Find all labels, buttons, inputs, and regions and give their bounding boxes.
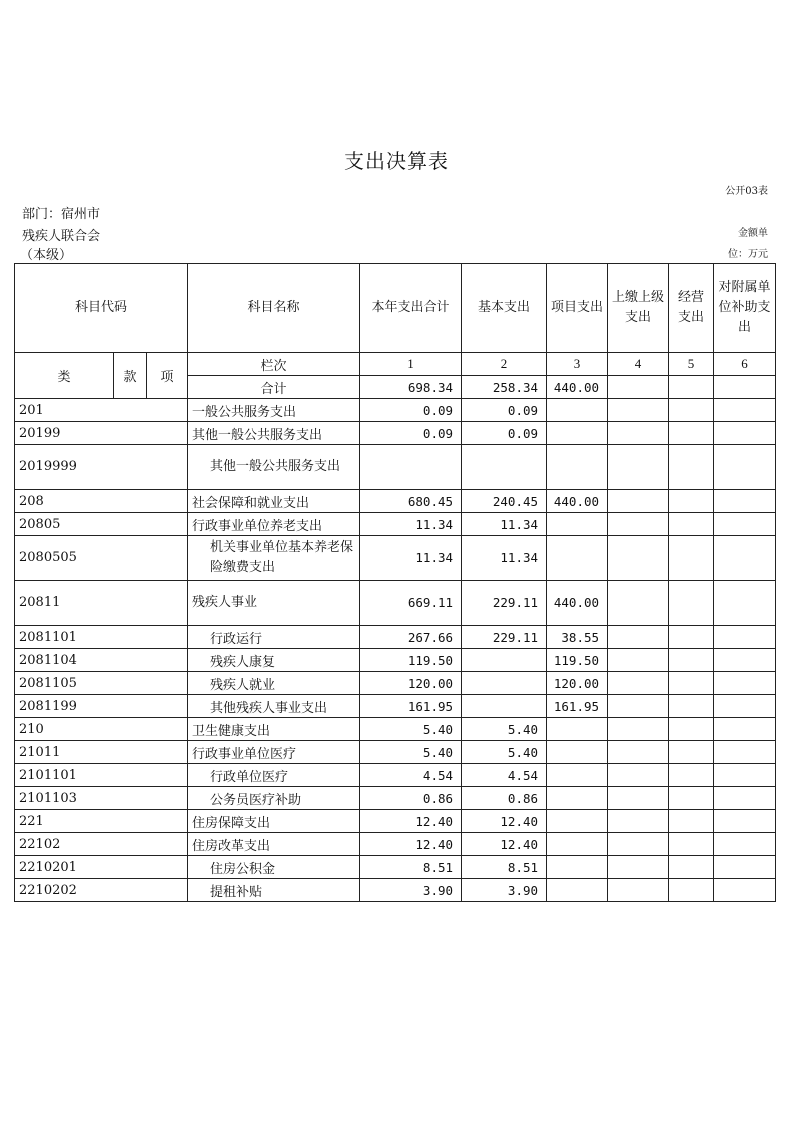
row-name: 行政事业单位养老支出: [188, 513, 360, 536]
column-index-row: [15, 353, 776, 376]
row-total: 11.34: [360, 536, 462, 581]
row-project: [547, 787, 608, 810]
lanci-label: 栏次: [188, 353, 360, 376]
row-code: 2101101: [15, 764, 188, 787]
row-name: 其他残疾人事业支出: [188, 695, 360, 718]
col-index-3: 3: [547, 353, 608, 376]
row-name: 残疾人康复: [188, 649, 360, 672]
row-total: 0.09: [360, 422, 462, 445]
table-row: [15, 718, 776, 741]
empty-cell: [714, 626, 776, 649]
row-basic: 5.40: [462, 718, 547, 741]
empty-cell: [608, 445, 669, 490]
empty-cell: [608, 764, 669, 787]
row-total: 267.66: [360, 626, 462, 649]
row-project: [547, 513, 608, 536]
col-index-6: 6: [714, 353, 776, 376]
row-total: 8.51: [360, 856, 462, 879]
row-code: 2081199: [15, 695, 188, 718]
empty-cell: [714, 422, 776, 445]
row-code: 20199: [15, 422, 188, 445]
empty-cell: [669, 649, 714, 672]
empty-cell: [669, 787, 714, 810]
empty-cell: [608, 513, 669, 536]
row-total: [360, 445, 462, 490]
row-project: [547, 764, 608, 787]
empty-cell: [714, 490, 776, 513]
row-basic: 0.86: [462, 787, 547, 810]
row-code: 208: [15, 490, 188, 513]
row-name: 机关事业单位基本养老保险缴费支出: [188, 536, 360, 581]
row-name: 残疾人就业: [188, 672, 360, 695]
row-code: 2080505: [15, 536, 188, 581]
row-name: 一般公共服务支出: [188, 399, 360, 422]
row-code: 22102: [15, 833, 188, 856]
row-total: 5.40: [360, 718, 462, 741]
empty-cell: [608, 626, 669, 649]
row-name: 社会保障和就业支出: [188, 490, 360, 513]
row-name: 其他一般公共服务支出: [188, 422, 360, 445]
empty-cell: [714, 672, 776, 695]
header-row: [15, 264, 776, 353]
col-header-basic: 基本支出: [462, 264, 547, 353]
table-row: [15, 445, 776, 490]
empty-cell: [669, 422, 714, 445]
row-name: 公务员医疗补助: [188, 787, 360, 810]
empty-cell: [714, 445, 776, 490]
col-index-4: 4: [608, 353, 669, 376]
row-name: 其他一般公共服务支出: [188, 445, 360, 490]
row-code: 20805: [15, 513, 188, 536]
empty-cell: [669, 581, 714, 626]
table-row: [15, 833, 776, 856]
row-total: 0.86: [360, 787, 462, 810]
empty-cell: [608, 833, 669, 856]
empty-cell: [608, 376, 669, 399]
empty-cell: [608, 787, 669, 810]
row-basic: [462, 695, 547, 718]
empty-cell: [669, 879, 714, 902]
row-project: 120.00: [547, 672, 608, 695]
empty-cell: [714, 399, 776, 422]
row-project: [547, 810, 608, 833]
form-number: 公开03表: [725, 186, 768, 197]
department-line-1: 部门：宿州市: [22, 207, 101, 222]
col-header-total: 本年支出合计: [360, 264, 462, 353]
empty-cell: [714, 513, 776, 536]
row-code: 210: [15, 718, 188, 741]
empty-cell: [669, 376, 714, 399]
empty-cell: [669, 833, 714, 856]
row-project: [547, 718, 608, 741]
row-project: [547, 879, 608, 902]
row-basic: 4.54: [462, 764, 547, 787]
row-basic: 0.09: [462, 422, 547, 445]
row-total: 12.40: [360, 833, 462, 856]
row-basic: 229.11: [462, 581, 547, 626]
row-project: [547, 399, 608, 422]
row-project: 119.50: [547, 649, 608, 672]
row-basic: 240.45: [462, 490, 547, 513]
empty-cell: [714, 581, 776, 626]
col-index-5: 5: [669, 353, 714, 376]
total-label: 合计: [188, 376, 360, 399]
empty-cell: [714, 764, 776, 787]
row-code: 2081104: [15, 649, 188, 672]
row-project: [547, 741, 608, 764]
empty-cell: [608, 741, 669, 764]
empty-cell: [608, 536, 669, 581]
empty-cell: [608, 718, 669, 741]
row-code: 21011: [15, 741, 188, 764]
table-row: [15, 581, 776, 626]
row-total: 11.34: [360, 513, 462, 536]
department-line-2: 残疾人联合会: [22, 229, 101, 244]
total-basic: 258.34: [462, 376, 547, 399]
empty-cell: [669, 490, 714, 513]
empty-cell: [608, 856, 669, 879]
empty-cell: [669, 536, 714, 581]
empty-cell: [669, 399, 714, 422]
table-row: [15, 513, 776, 536]
empty-cell: [714, 695, 776, 718]
table-row: [15, 536, 776, 581]
row-name: 住房保障支出: [188, 810, 360, 833]
row-name: 行政单位医疗: [188, 764, 360, 787]
empty-cell: [669, 695, 714, 718]
row-project: 38.55: [547, 626, 608, 649]
row-basic: 0.09: [462, 399, 547, 422]
row-code: 20811: [15, 581, 188, 626]
empty-cell: [714, 718, 776, 741]
row-basic: 5.40: [462, 741, 547, 764]
table-row: [15, 399, 776, 422]
row-basic: [462, 445, 547, 490]
empty-cell: [608, 490, 669, 513]
row-name: 提租补贴: [188, 879, 360, 902]
empty-cell: [669, 445, 714, 490]
row-total: 119.50: [360, 649, 462, 672]
row-project: [547, 445, 608, 490]
table-row: [15, 649, 776, 672]
table-row: [15, 879, 776, 902]
empty-cell: [714, 649, 776, 672]
empty-cell: [608, 581, 669, 626]
row-project: 440.00: [547, 490, 608, 513]
expenditure-table: [14, 263, 776, 902]
row-project: [547, 856, 608, 879]
row-name: 行政运行: [188, 626, 360, 649]
row-project: [547, 536, 608, 581]
row-project: 440.00: [547, 581, 608, 626]
empty-cell: [608, 672, 669, 695]
empty-cell: [608, 879, 669, 902]
row-total: 3.90: [360, 879, 462, 902]
row-name: 住房公积金: [188, 856, 360, 879]
row-basic: 11.34: [462, 536, 547, 581]
empty-cell: [714, 536, 776, 581]
col-header-xiang: 项: [147, 353, 188, 399]
row-basic: 11.34: [462, 513, 547, 536]
row-total: 4.54: [360, 764, 462, 787]
col-header-upper: 上缴上级支出: [608, 264, 669, 353]
row-project: [547, 422, 608, 445]
total-project: 440.00: [547, 376, 608, 399]
row-total: 669.11: [360, 581, 462, 626]
row-code: 2210202: [15, 879, 188, 902]
page-title: 支出决算表: [344, 149, 449, 173]
table-row: [15, 626, 776, 649]
table-row: [15, 787, 776, 810]
row-project: 161.95: [547, 695, 608, 718]
empty-cell: [714, 810, 776, 833]
row-code: 2081101: [15, 626, 188, 649]
empty-cell: [714, 856, 776, 879]
row-project: [547, 833, 608, 856]
empty-cell: [669, 764, 714, 787]
row-basic: 229.11: [462, 626, 547, 649]
col-header-lei: 类: [15, 353, 114, 399]
table-row: [15, 856, 776, 879]
empty-cell: [669, 810, 714, 833]
row-code: 201: [15, 399, 188, 422]
empty-cell: [608, 422, 669, 445]
empty-cell: [714, 833, 776, 856]
empty-cell: [669, 513, 714, 536]
empty-cell: [669, 741, 714, 764]
row-code: 2019999: [15, 445, 188, 490]
row-name: 卫生健康支出: [188, 718, 360, 741]
table-row: [15, 764, 776, 787]
empty-cell: [608, 695, 669, 718]
row-basic: [462, 672, 547, 695]
table-row: [15, 422, 776, 445]
table-row: [15, 672, 776, 695]
row-code: 2210201: [15, 856, 188, 879]
row-total: 161.95: [360, 695, 462, 718]
empty-cell: [669, 718, 714, 741]
empty-cell: [669, 856, 714, 879]
col-header-name: 科目名称: [188, 264, 360, 353]
table-row: [15, 695, 776, 718]
table-row: [15, 741, 776, 764]
row-code: 2101103: [15, 787, 188, 810]
row-name: 残疾人事业: [188, 581, 360, 626]
row-name: 行政事业单位医疗: [188, 741, 360, 764]
row-total: 680.45: [360, 490, 462, 513]
col-header-project: 项目支出: [547, 264, 608, 353]
row-basic: [462, 649, 547, 672]
col-index-2: 2: [462, 353, 547, 376]
empty-cell: [714, 879, 776, 902]
total-amount: 698.34: [360, 376, 462, 399]
table-row: [15, 490, 776, 513]
row-basic: 12.40: [462, 810, 547, 833]
empty-cell: [714, 376, 776, 399]
col-header-subsidiary: 对附属单位补助支出: [714, 264, 776, 353]
row-basic: 8.51: [462, 856, 547, 879]
empty-cell: [669, 672, 714, 695]
row-basic: 3.90: [462, 879, 547, 902]
row-basic: 12.40: [462, 833, 547, 856]
row-total: 120.00: [360, 672, 462, 695]
row-name: 住房改革支出: [188, 833, 360, 856]
row-total: 5.40: [360, 741, 462, 764]
empty-cell: [714, 787, 776, 810]
empty-cell: [608, 810, 669, 833]
unit-label-line-1: 金额单: [738, 228, 768, 239]
col-header-business: 经营支出: [669, 264, 714, 353]
empty-cell: [669, 626, 714, 649]
row-code: 2081105: [15, 672, 188, 695]
empty-cell: [608, 399, 669, 422]
row-total: 0.09: [360, 399, 462, 422]
empty-cell: [714, 741, 776, 764]
col-index-1: 1: [360, 353, 462, 376]
table-row: [15, 810, 776, 833]
col-header-code: 科目代码: [15, 264, 188, 353]
row-code: 221: [15, 810, 188, 833]
unit-label-line-2: 位：万元: [728, 249, 768, 260]
empty-cell: [608, 649, 669, 672]
department-line-3: （本级）: [20, 248, 73, 263]
row-total: 12.40: [360, 810, 462, 833]
col-header-kuan: 款: [114, 353, 147, 399]
